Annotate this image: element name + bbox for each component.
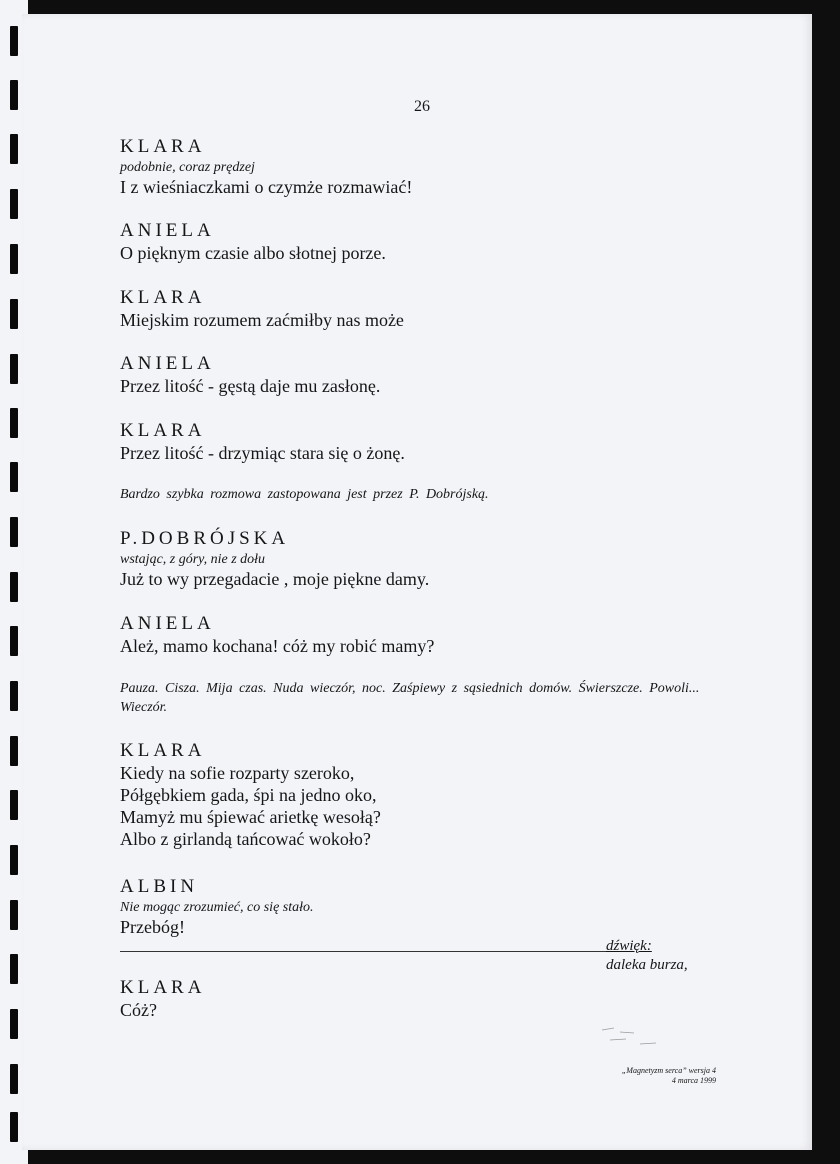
binding-hole (10, 1112, 18, 1142)
sound-margin-note (606, 937, 688, 975)
stage-direction: wstając, z góry, nie z dołu (120, 552, 266, 567)
stage-direction: Bardzo szybka rozmowa zastopowana jest przez P. Dobrójską. (120, 487, 489, 502)
binding-hole (10, 517, 18, 547)
binding-hole (10, 954, 18, 984)
binding-hole (10, 790, 18, 820)
binding-hole (10, 572, 18, 602)
binding-hole (10, 462, 18, 492)
speaker-name: ANIELA (120, 353, 215, 374)
binding-hole (10, 408, 18, 438)
binding-hole (10, 736, 18, 766)
speaker-name: ANIELA (120, 613, 215, 634)
stage-direction: Nie mogąc zrozumieć, co się stało. (120, 900, 314, 915)
binding-hole (10, 299, 18, 329)
speaker-name: ALBIN (120, 876, 199, 897)
sound-note-label: dźwięk: (606, 938, 652, 954)
footer-title: „Magnetyzm serca” wersja 4 (621, 1066, 716, 1075)
binding-hole (10, 134, 18, 164)
dialogue-line: Cóż? (120, 1000, 157, 1020)
speaker-name: KLARA (120, 977, 206, 998)
binding-hole (10, 845, 18, 875)
version-footer (606, 1066, 716, 1087)
speaker-name: KLARA (120, 136, 206, 157)
binding-hole (10, 189, 18, 219)
speaker-name: KLARA (120, 420, 206, 441)
binding-hole (10, 80, 18, 110)
dialogue-line: I z wieśniaczkami o czymże rozmawiać! (120, 177, 413, 197)
dialogue-line: Półgębkiem gada, śpi na jedno oko, (120, 785, 377, 805)
sound-note-text: daleka burza, (606, 957, 688, 974)
dialogue-line: Przez litość - drzymiąc stara się o żonę. (120, 443, 405, 463)
binding-hole (10, 900, 18, 930)
dialogue-line: Miejskim rozumem zaćmiłby nas może (120, 310, 404, 330)
dialogue-line: Przebóg! (120, 917, 185, 937)
binding-hole (10, 626, 18, 656)
dialogue-line: O pięknym czasie albo słotnej porze. (120, 243, 386, 263)
speaker-name: P.DOBRÓJSKA (120, 528, 290, 549)
binding-hole (10, 1064, 18, 1094)
binding-hole (10, 354, 18, 384)
binding-hole (10, 1009, 18, 1039)
binding-hole (10, 681, 18, 711)
stage-direction: podobnie, coraz prędzej (120, 160, 255, 175)
speaker-name: KLARA (120, 287, 206, 308)
dialogue-line: Już to wy przegadacie , moje piękne damy. (120, 569, 430, 589)
pencil-smudge (600, 1024, 660, 1048)
binding-hole (10, 26, 18, 56)
document-page (22, 14, 812, 1150)
footer-date: 4 marca 1999 (671, 1076, 716, 1086)
speaker-name: KLARA (120, 740, 206, 761)
dialogue-line: Albo z girlandą tańcować wokoło? (120, 829, 371, 849)
dialogue-line: Przez litość - gęstą daje mu zasłonę. (120, 376, 381, 396)
speaker-name: ANIELA (120, 220, 215, 241)
stage-direction: Pauza. Cisza. Mija czas. Nuda wieczór, noc. Zaśpiewy z sąsiednich domów. Świerszcze. Powoli... Wieczór. (120, 681, 700, 715)
page-number: 26 (414, 98, 430, 115)
binding-hole (10, 244, 18, 274)
dialogue-line: Ależ, mamo kochana! cóż my robić mamy? (120, 636, 435, 656)
dialogue-line: Mamyż mu śpiewać arietkę wesołą? (120, 807, 381, 827)
horizontal-rule (120, 951, 630, 952)
dialogue-line: Kiedy na sofie rozparty szeroko, (120, 763, 355, 783)
